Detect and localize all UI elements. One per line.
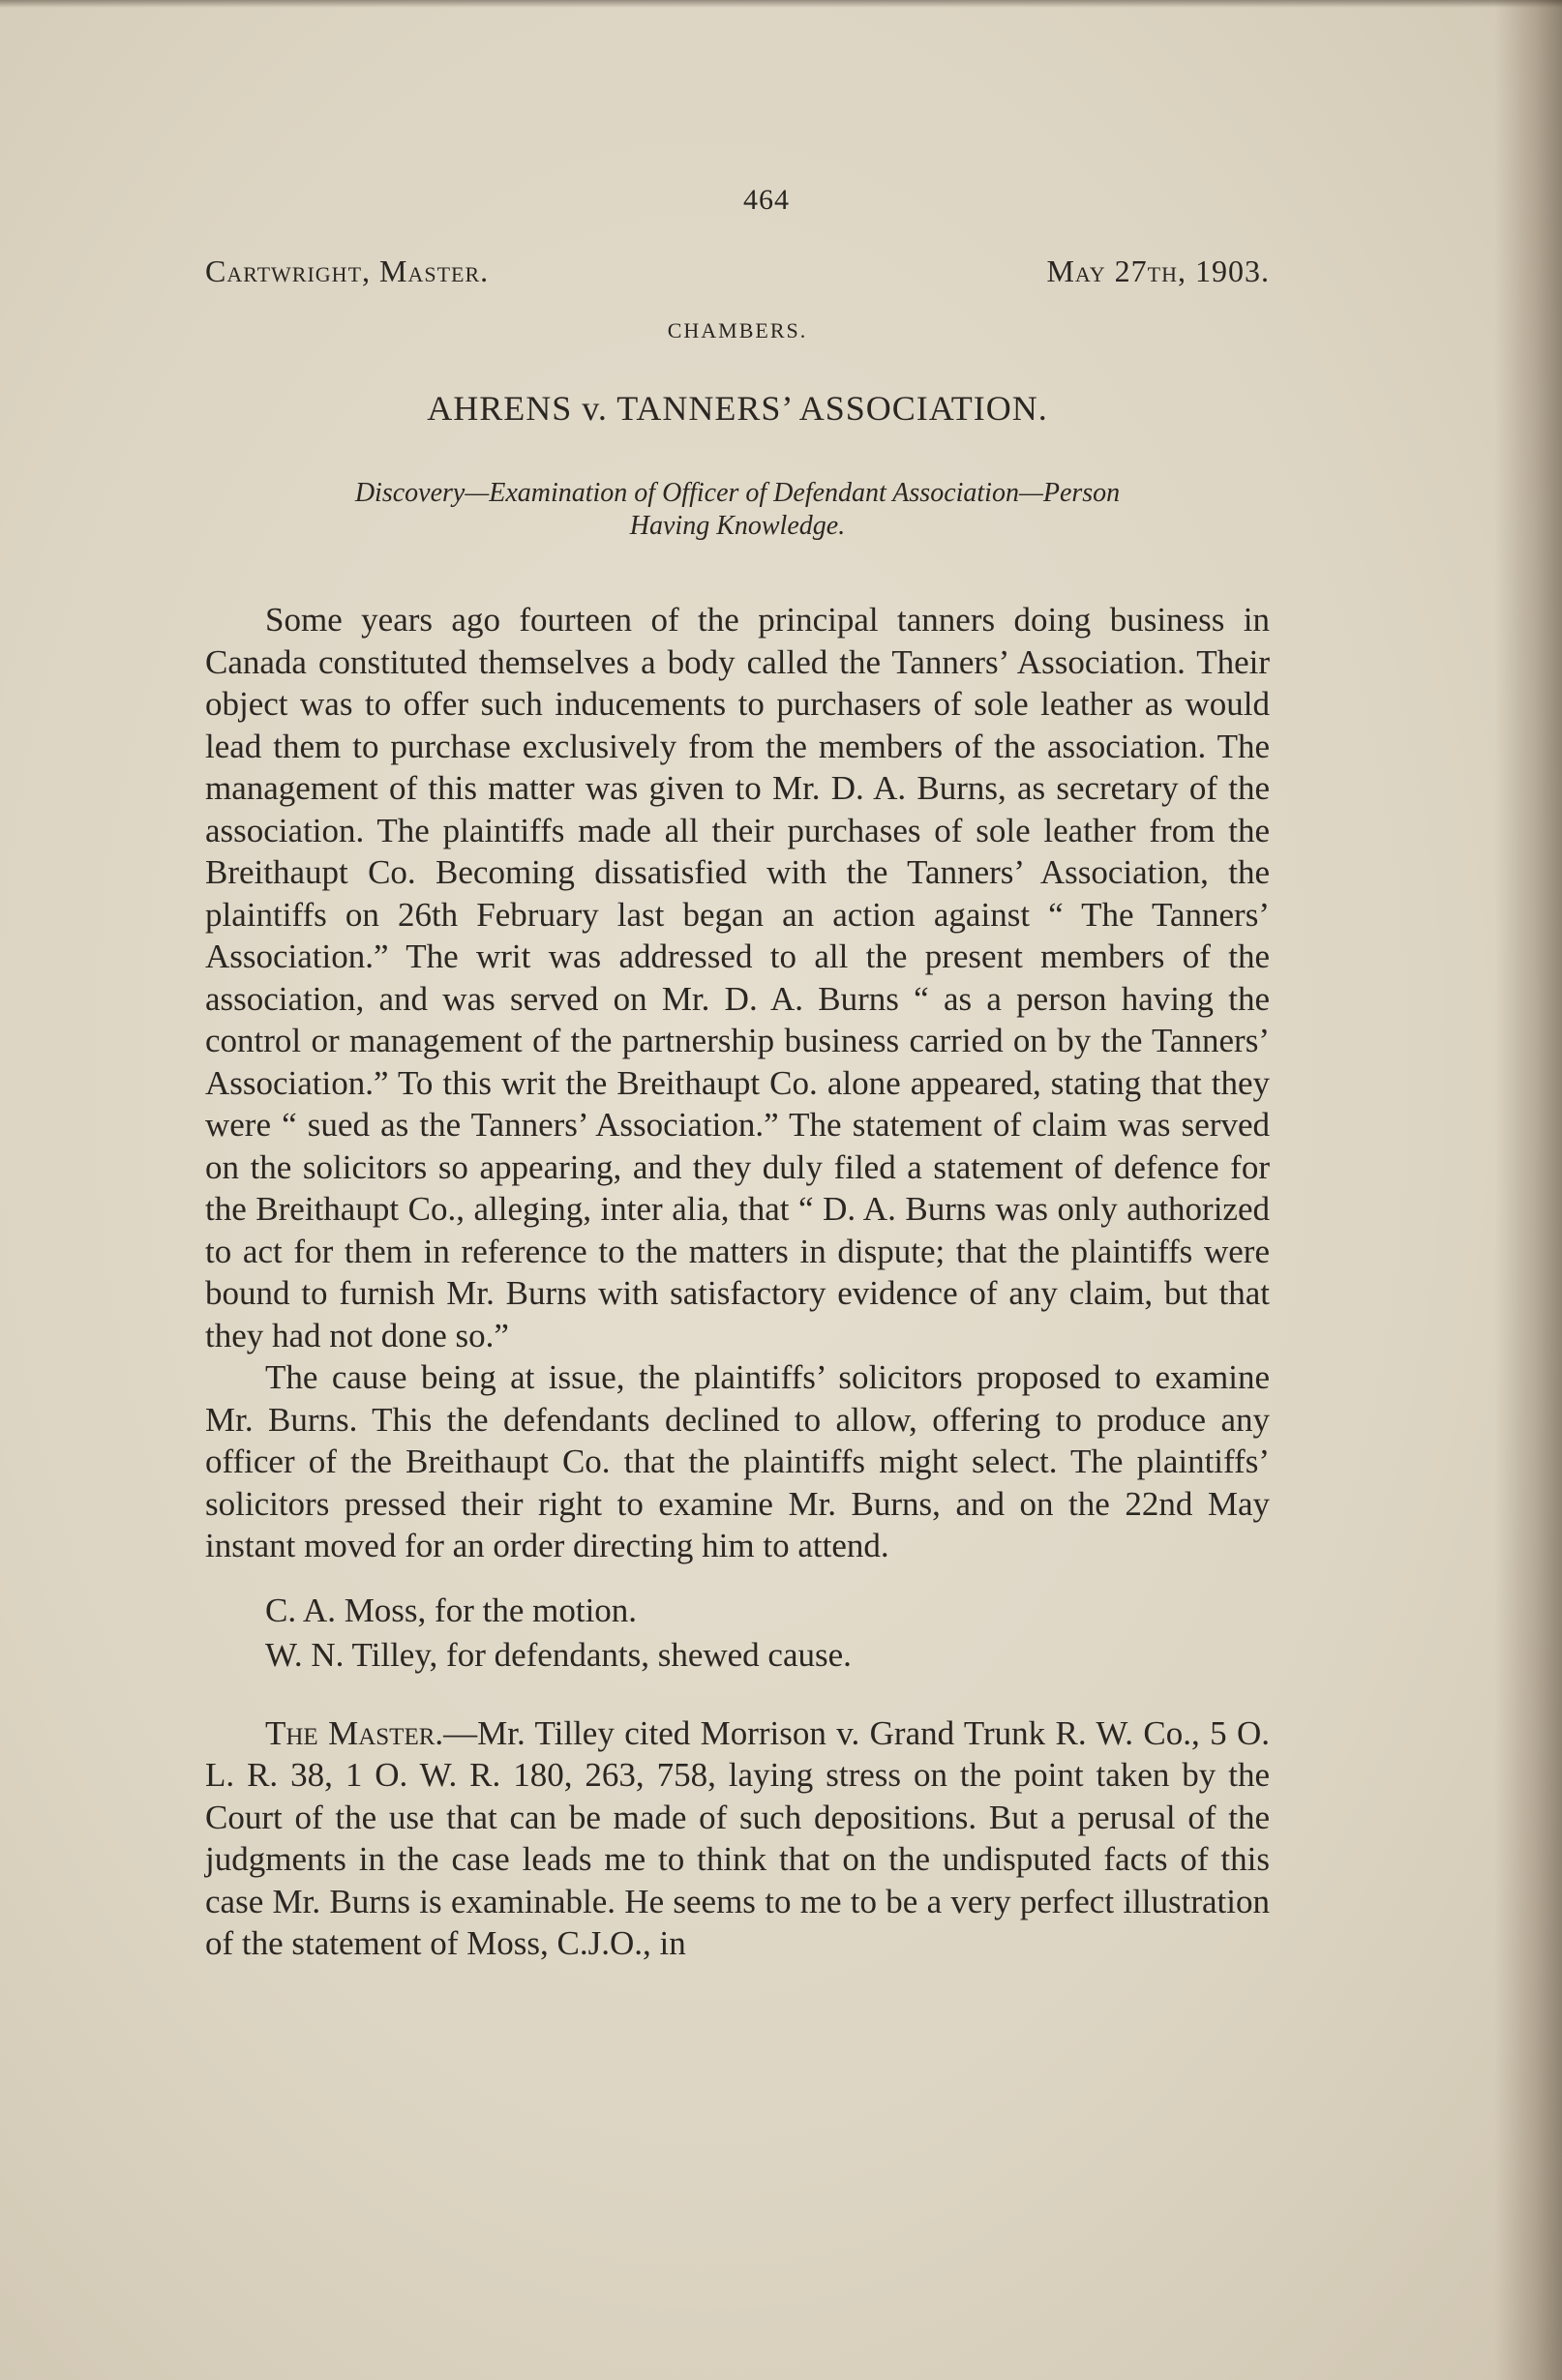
judgment-text: .—Mr. Tilley cited Morrison v. Grand Trunk R. W. Co., 5 O. L. R. 38, 1 O. W. R. 180, 263, 758, laying stress on the point taken by the Court of the use that can be made of such depositions. But a perusal of the judgments in the case leads me to think that on the undisputed facts of this case Mr. Burns is examinable. He seems to me to be a very perfect illustration of the statement of Moss, C.J.O., in	[205, 1713, 1270, 1962]
headnote	[205, 477, 1270, 543]
headnote-line-1: Discovery—Examination of Officer of Defendant Association—Person	[354, 478, 1121, 508]
headnote-line-2: Having Knowledge.	[629, 511, 846, 541]
page-gutter-shadow	[1494, 0, 1562, 2380]
paragraph-motion: The cause being at issue, the plaintiffs’ solicitors proposed to examine Mr. Burns. This the defendants declined to allow, offering to produce any officer of the Breithaupt Co. that the plaintiffs might select. The plaintiffs’ solicitors pressed their right to examine Mr. Burns, and on the 22nd May instant moved for an order directing him to attend.	[205, 1358, 1270, 1564]
judgment-speaker: The Master	[265, 1713, 436, 1752]
page-number: 464	[743, 184, 790, 216]
paragraph-facts: Some years ago fourteen of the principal tanners doing business in Canada constituted themselves a body called the Tanners’ Association. Their object was to offer such inducements to purchasers of sole leather as would lead them to purchase exclusively from the members of the association. The management of this matter was given to Mr. D. A. Burns, as secretary of the association. The plaintiffs made all their purchases of sole leather from the Breithaupt Co. Becoming dissatisfied with the Tanners’ Association, the plaintiffs on 26th February last began an action against “ The Tanners’ Association.” The writ was addressed to all the present members of the association, and was served on Mr. D. A. Burns “ as a person having the control or management of the partnership business carried on by the Tanners’ Association.” To this writ the Breithaupt Co. alone appeared, stating that they were “ sued as the Tanners’ Association.” The statement of claim was served on the solicitors so appearing, and they duly filed a statement of defence for the Breithaupt Co., alleging, inter alia, that “ D. A. Burns was only authorized to act for them in reference to the matters in dispute; that the plaintiffs were bound to furnish Mr. Burns with satisfactory evidence of any claim, but that they had not done so.”	[205, 601, 1270, 1354]
page-top-edge	[0, 0, 1562, 8]
judgment	[205, 1712, 1270, 1965]
case-title: AHRENS v. TANNERS’ ASSOCIATION.	[427, 389, 1048, 428]
court-label: CHAMBERS.	[667, 318, 808, 342]
counsel-list	[205, 1589, 1270, 1678]
counsel-for-motion: C. A. Moss, for the motion.	[265, 1591, 638, 1629]
running-head-left: Cartwright, Master.	[205, 253, 490, 288]
counsel-for-defendants: W. N. Tilley, for defendants, shewed cause.	[265, 1635, 852, 1674]
running-head	[205, 253, 1270, 289]
page-content	[205, 184, 1270, 1965]
judgment-paragraph	[205, 1712, 1270, 1965]
statement-of-facts	[205, 599, 1270, 1567]
running-head-right: May 27th, 1903.	[1046, 253, 1270, 288]
